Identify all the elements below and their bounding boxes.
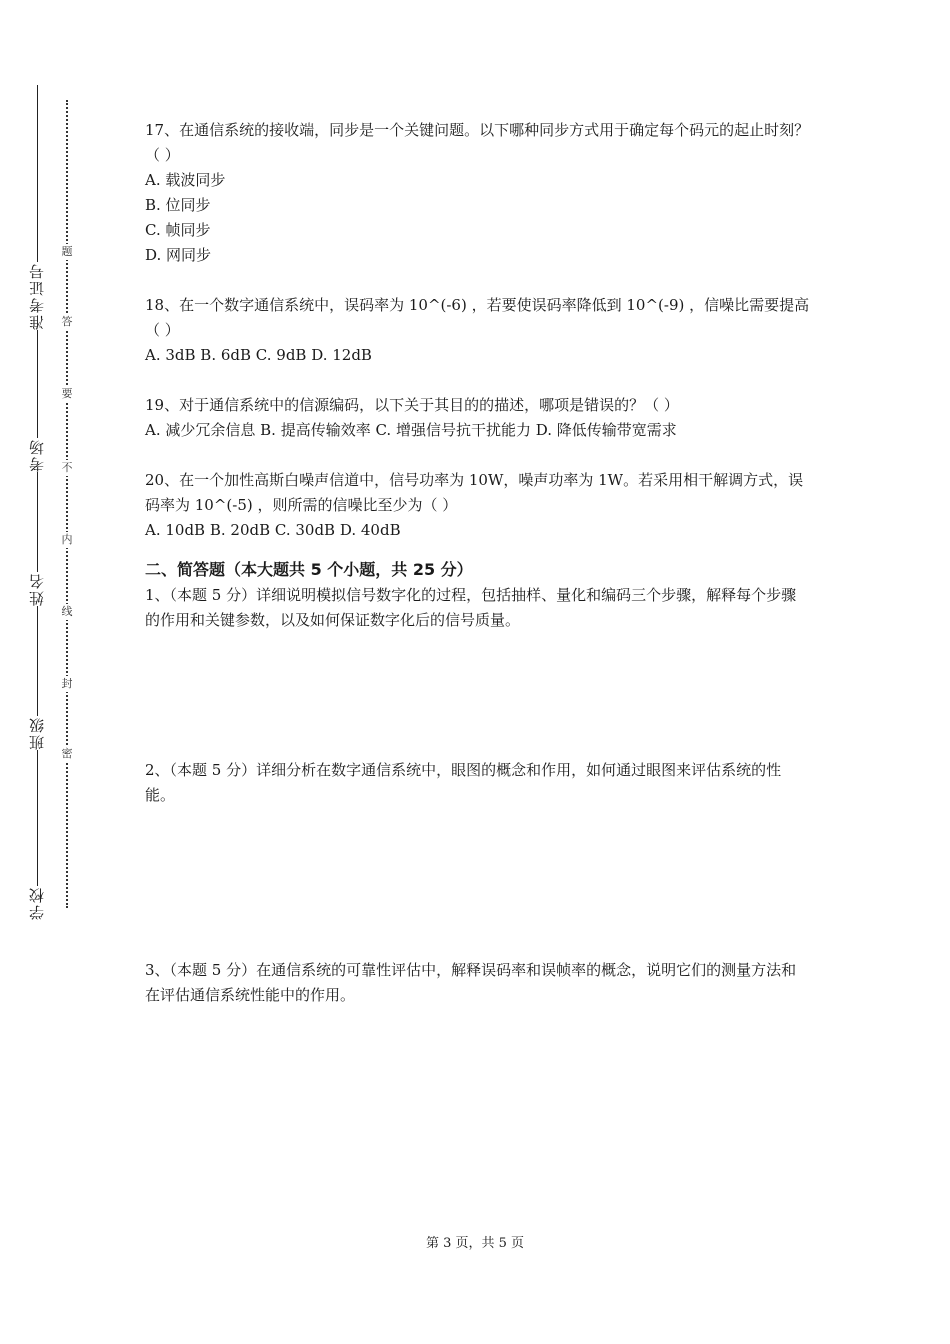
options-line: A. 减少冗余信息 B. 提高传输效率 C. 增强信号抗干扰能力 D. 降低传输带宽需求 [145,421,677,439]
question-20 [145,468,810,543]
exam-content [145,118,810,1008]
short-answer-1: 1、（本题 5 分）详细说明模拟信号数字化的过程，包括抽样、量化和编码三个步骤，解释每个步骤的作用和关键参数，以及如何保证数字化后的信号质量。 [145,586,797,629]
seal-char: 答 [58,314,76,330]
seal-char: 内 [58,532,76,548]
page-footer: 第 3 页，共 5 页 [425,1236,525,1251]
question-text: 18、在一个数字通信系统中，误码率为 10^(-6) ，若要使误码率降低到 10^(-9) ，信噪比需要提高（ ） [145,296,810,339]
option-a: A. 载波同步 [145,171,226,189]
question-18 [145,293,810,368]
binding-margin [0,0,110,1344]
seal-char: 封 [58,676,76,692]
label-class: 班级 [20,716,54,750]
label-name: 姓名 [20,572,54,606]
question-19 [145,393,810,443]
option-b: B. 位同步 [145,196,211,214]
options-line: A. 10dB B. 20dB C. 30dB D. 40dB [145,521,401,539]
seal-char: 要 [58,386,76,402]
question-text: 19、对于通信系统中的信源编码，以下关于其目的的描述，哪项是错误的？（ ） [145,396,679,414]
short-answer-3: 3、（本题 5 分）在通信系统的可靠性评估中，解释误码率和误帧率的概念，说明它们的测量方法和在评估通信系统性能中的作用。 [145,961,797,1004]
option-d: D. 网同步 [145,246,212,264]
short-answer-2: 2、（本题 5 分）详细分析在数字通信系统中，眼图的概念和作用，如何通过眼图来评估系统的性能。 [145,761,782,804]
question-text: 20、在一个加性高斯白噪声信道中，信号功率为 10W，噪声功率为 1W。若采用相干解调方式，误码率为 10^(-5) ，则所需的信噪比至少为（ ） [145,471,804,514]
label-exam-id: 准考证号 [20,262,54,330]
seal-char: 线 [58,604,76,620]
question-17 [145,118,810,268]
seal-char: 不 [58,460,76,476]
section-title: 二、简答题（本大题共 5 个小题，共 25 分） [145,560,473,579]
margin-solid-line [37,85,38,920]
margin-dotted-line [66,100,68,908]
label-school: 学校 [20,886,54,920]
seal-char: 密 [58,746,76,762]
question-text: 17、在通信系统的接收端，同步是一个关键问题。以下哪种同步方式用于确定每个码元的起止时刻？（ ） [145,121,810,164]
seal-char: 题 [58,244,76,260]
options-line: A. 3dB B. 6dB C. 9dB D. 12dB [145,346,372,364]
option-c: C. 帧同步 [145,221,211,239]
label-exam-room: 考场 [20,438,54,472]
